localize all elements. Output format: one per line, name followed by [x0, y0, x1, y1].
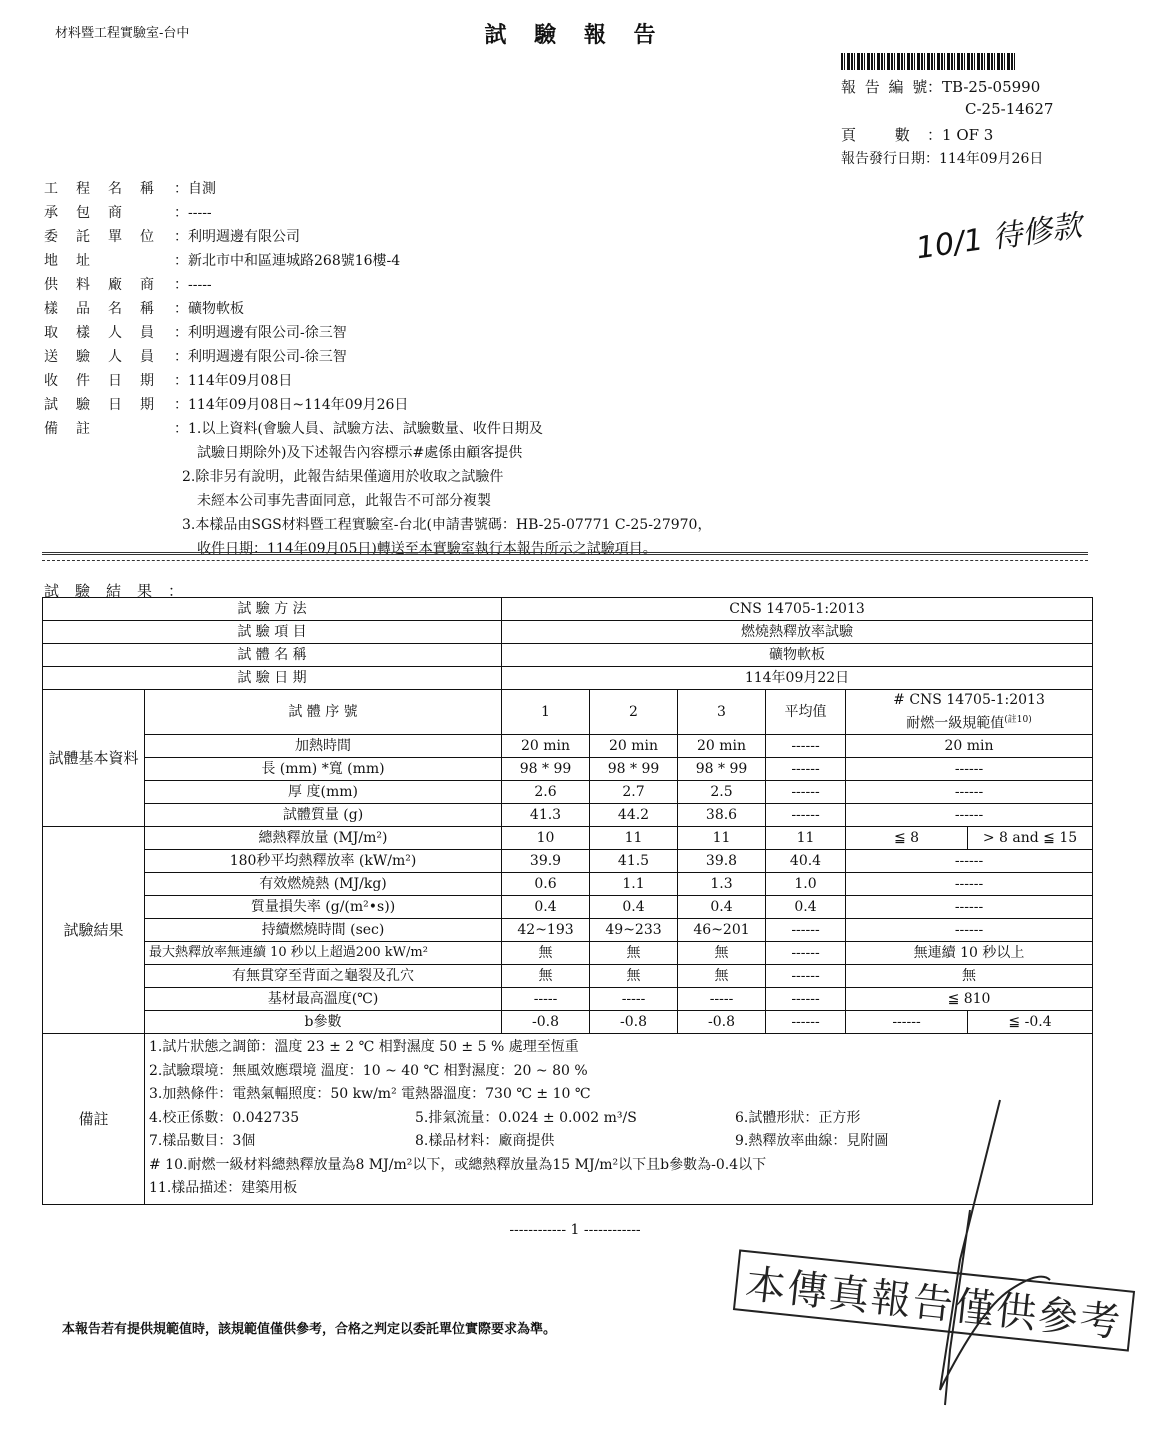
issue-date-value: 114年09月26日 [939, 151, 1044, 167]
cell: ------ [846, 919, 1093, 942]
cell: 無 [590, 965, 678, 988]
info-address: 地址 ：新北市中和區連城路268號16樓-4 [44, 253, 401, 269]
cell: 40.4 [766, 850, 846, 873]
issue-date-row: 報告發行日期：114年09月26日 [841, 151, 1044, 167]
cell: 1.3 [678, 873, 766, 896]
cell: ------ [766, 942, 846, 965]
cell: 0.4 [502, 896, 590, 919]
info-remarks: 備註 ：1.以上資料(會驗人員、試驗方法、試驗數量、收件日期及 [44, 421, 543, 437]
row-name: 厚 度(mm) [145, 781, 502, 804]
group-basic-label: 試體基本資料 [43, 690, 145, 827]
cell: ------ [766, 1011, 846, 1034]
cell: 41.3 [502, 804, 590, 827]
cell: > 8 and ≦ 15 [968, 827, 1093, 850]
spec-header-line-2: 耐燃一級規範值$^{(註10)}$ [906, 715, 1032, 732]
note-line: 2.除非另有說明，此報告結果僅適用於收取之試驗件 [182, 469, 504, 485]
cell: ≦ -0.4 [968, 1011, 1093, 1034]
row-name: b參數 [145, 1011, 502, 1034]
remark-line: 4.校正係數：0.042735 5.排氣流量：0.024 ± 0.002 m³/S 6.試體形狀：正方形 [149, 1109, 861, 1126]
cell: 49~233 [590, 919, 678, 942]
info-client: 委託單位 ：利明週邊有限公司 [44, 229, 300, 245]
cell: 2.7 [590, 781, 678, 804]
info-received-date: 收件日期 ：114年09月08日 [44, 373, 293, 389]
results-label: 試驗結果： [44, 582, 200, 600]
remarks-label: 備註 [43, 1034, 145, 1205]
report-number-1: TB-25-05990 [942, 78, 1041, 96]
avg-header: 平均值 [766, 690, 846, 735]
cell: ----- [678, 988, 766, 1011]
cell: 20 min [678, 735, 766, 758]
page-count-value: 1 OF 3 [942, 126, 994, 144]
info-submitter: 送驗人員 ：利明週邊有限公司-徐三智 [44, 349, 347, 365]
info-supplier: 供料廠商 ：----- [44, 277, 212, 293]
info-sample-name: 樣品名稱 ：礦物軟板 [44, 301, 244, 317]
date-value: 114年09月22日 [502, 667, 1093, 690]
cell: 無連續 10 秒以上 [846, 942, 1093, 965]
cell: 無 [678, 965, 766, 988]
remark-line: # 10.耐燃一級材料總熱釋放量為8 MJ/m²以下，或總熱釋放量為15 MJ/m²以下且b參數為-0.4以下 [149, 1156, 767, 1173]
info-sampler: 取樣人員 ：利明週邊有限公司-徐三智 [44, 325, 347, 341]
cell: ----- [590, 988, 678, 1011]
table-row [43, 965, 1093, 988]
table-row [43, 850, 1093, 873]
cell: 20 min [590, 735, 678, 758]
footer-disclaimer: 本報告若有提供規範值時，該規範值僅供參考，合格之判定以委託單位實際要求為準。 [62, 1322, 557, 1337]
cell: ------ [846, 896, 1093, 919]
row-name: 基材最高溫度(℃) [145, 988, 502, 1011]
cell: 無 [678, 942, 766, 965]
cell: ------ [766, 781, 846, 804]
cell: -0.8 [590, 1011, 678, 1034]
note-line: 收件日期：114年09月05日)轉送至本實驗室執行本報告所示之試驗項目。 [197, 541, 657, 557]
row-name: 試體質量 (g) [145, 804, 502, 827]
cell: -0.8 [502, 1011, 590, 1034]
cell: ------ [766, 988, 846, 1011]
page-count-row: 頁 數：1 OF 3 [841, 126, 994, 144]
remark-line: 7.樣品數目：3個 8.樣品材料：廠商提供 9.熱釋放率曲線：見附圖 [149, 1133, 889, 1149]
cell: 2.6 [502, 781, 590, 804]
cell: 46~201 [678, 919, 766, 942]
method-label: 試 驗 方 法 [43, 598, 502, 621]
cell: 10 [502, 827, 590, 850]
cell: 41.5 [590, 850, 678, 873]
remark-line: 2.試驗環境：無風效應環境 溫度：10 ~ 40 ℃ 相對濕度：20 ~ 80 % [149, 1062, 588, 1079]
col-2-header: 2 [590, 690, 678, 735]
cell: 0.4 [766, 896, 846, 919]
table-header-row [43, 690, 1093, 735]
row-name: 質量損失率 (g/(m²•s)) [145, 896, 502, 919]
remark-line: 1.試片狀態之調節：溫度 23 ± 2 ℃ 相對濕度 50 ± 5 % 處理至恆重 [149, 1039, 579, 1055]
report-number-label: 報 告 編 號 [841, 78, 930, 96]
cell: ------ [766, 804, 846, 827]
table-row [43, 896, 1093, 919]
row-name: 最大熱釋放率無連續 10 秒以上超過200 kW/m² [145, 942, 502, 965]
cell: -0.8 [678, 1011, 766, 1034]
table-row [43, 919, 1093, 942]
cell: 39.9 [502, 850, 590, 873]
row-name: 180秒平均熱釋放率 (kW/m²) [145, 850, 502, 873]
lab-name: 材料暨工程實驗室-台中 [55, 26, 190, 41]
cell: ------ [766, 758, 846, 781]
specimen-value: 礦物軟板 [502, 644, 1093, 667]
cell: ------ [846, 804, 1093, 827]
page-count-label: 頁 數 [841, 126, 927, 144]
info-contractor: 承包商 ：----- [44, 205, 212, 221]
col-3-header: 3 [678, 690, 766, 735]
cell: 1.0 [766, 873, 846, 896]
cell: ------ [766, 919, 846, 942]
cell: 2.5 [678, 781, 766, 804]
item-value: 燃燒熱釋放率試驗 [502, 621, 1093, 644]
cell: 11 [766, 827, 846, 850]
spec-header [846, 690, 1093, 735]
note-line: 試驗日期除外)及下述報告內容標示#處係由顧客提供 [197, 445, 523, 461]
table-row [43, 758, 1093, 781]
page-number: ------------ 1 ------------ [509, 1222, 641, 1238]
table-row [43, 873, 1093, 896]
signature [900, 1090, 1060, 1410]
cell: 20 min [846, 735, 1093, 758]
cell: ------ [846, 758, 1093, 781]
row-name: 有無貫穿至背面之龜裂及孔穴 [145, 965, 502, 988]
document-title: 試 驗 報 告 [484, 22, 666, 48]
method-value: CNS 14705-1:2013 [502, 598, 1093, 621]
cell: 1.1 [590, 873, 678, 896]
date-label: 試 驗 日 期 [43, 667, 502, 690]
cell: ----- [502, 988, 590, 1011]
table-row [43, 598, 1093, 621]
cell: 11 [590, 827, 678, 850]
cell: 0.4 [678, 896, 766, 919]
issue-date-label: 報告發行日期 [841, 151, 925, 167]
table-row [43, 827, 1093, 850]
group-result-label: 試驗結果 [43, 827, 145, 1034]
cell: 無 [590, 942, 678, 965]
cell: 0.4 [590, 896, 678, 919]
table-row [43, 942, 1093, 965]
cell: 44.2 [590, 804, 678, 827]
cell: ------ [766, 735, 846, 758]
info-project: 工程名稱 ：自測 [44, 181, 216, 197]
row-name: 有效燃燒熱 (MJ/kg) [145, 873, 502, 896]
separator [42, 560, 1088, 561]
cell: ------ [846, 850, 1093, 873]
separator [42, 552, 1088, 555]
table-row [43, 644, 1093, 667]
cell: ≦ 8 [846, 827, 968, 850]
cell: 無 [502, 965, 590, 988]
cell: 98 * 99 [678, 758, 766, 781]
remark-line: 11.樣品描述：建築用板 [149, 1180, 298, 1196]
cell: ------ [766, 965, 846, 988]
table-row [43, 621, 1093, 644]
cell: ------ [846, 781, 1093, 804]
cell: 98 * 99 [590, 758, 678, 781]
cell: 11 [678, 827, 766, 850]
note-line: 3.本樣品由SGS材料暨工程實驗室-台北(申請書號碼：HB-25-07771 C-25-27970， [182, 517, 712, 533]
row-name: 持續燃燒時間 (sec) [145, 919, 502, 942]
report-number-2: C-25-14627 [965, 100, 1054, 118]
col-1-header: 1 [502, 690, 590, 735]
table-row [43, 804, 1093, 827]
row-name: 總熱釋放量 (MJ/m²) [145, 827, 502, 850]
cell: 39.8 [678, 850, 766, 873]
cell: 20 min [502, 735, 590, 758]
report-number-row: 報 告 編 號：TB-25-05990 [841, 78, 1041, 96]
row-name: 長 (mm) *寬 (mm) [145, 758, 502, 781]
table-row [43, 667, 1093, 690]
fax-stamp: 本傳真報告僅供參考 [733, 1249, 1135, 1351]
info-test-date: 試驗日期 ：114年09月08日~114年09月26日 [44, 397, 409, 413]
cell: 無 [846, 965, 1093, 988]
seq-label: 試 體 序 號 [145, 690, 502, 735]
table-row [43, 1011, 1093, 1034]
note-line: 未經本公司事先書面同意，此報告不可部分複製 [197, 493, 491, 509]
cell: 0.6 [502, 873, 590, 896]
specimen-label: 試 體 名 稱 [43, 644, 502, 667]
handwritten-note: 10/1 待修款 [913, 208, 1085, 267]
cell: 無 [502, 942, 590, 965]
table-row [43, 781, 1093, 804]
barcode [841, 53, 1017, 70]
cell: 38.6 [678, 804, 766, 827]
table-row [43, 988, 1093, 1011]
remark-line: 3.加熱條件：電熱氣輻照度：50 kw/m² 電熱器溫度：730 ℃ ± 10 ℃ [149, 1086, 591, 1102]
cell: 42~193 [502, 919, 590, 942]
item-label: 試 驗 項 目 [43, 621, 502, 644]
cell: ≦ 810 [846, 988, 1093, 1011]
cell: ------ [846, 1011, 968, 1034]
cell: ------ [846, 873, 1093, 896]
spec-header-line-1: # CNS 14705-1:2013 [893, 692, 1045, 709]
row-name: 加熱時間 [145, 735, 502, 758]
cell: 98 * 99 [502, 758, 590, 781]
table-row [43, 735, 1093, 758]
